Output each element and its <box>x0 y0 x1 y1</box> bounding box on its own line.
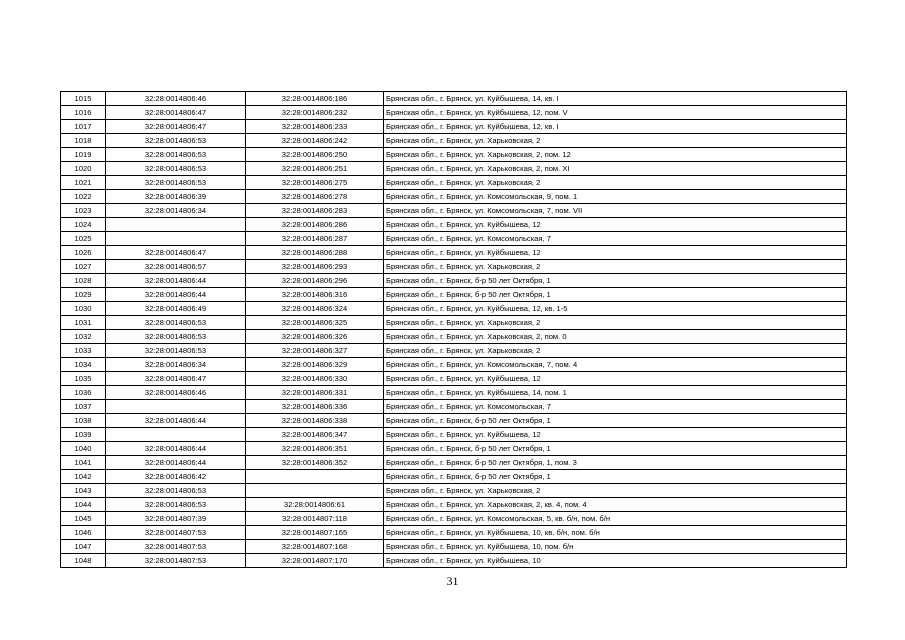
row-number-cell: 1022 <box>61 190 106 204</box>
building-cadastral-number-cell: 32:28:0014806:53 <box>106 316 246 330</box>
building-cadastral-number-cell: 32:28:0014806:44 <box>106 456 246 470</box>
row-number-cell: 1044 <box>61 498 106 512</box>
address-cell: Брянская обл., г. Брянск, ул. Куйбышева, 10, кв. б/н, пом. б/н <box>384 526 847 540</box>
row-number-cell: 1035 <box>61 372 106 386</box>
table-row <box>61 540 847 554</box>
table-row <box>61 456 847 470</box>
row-number-cell: 1043 <box>61 484 106 498</box>
row-number-cell: 1029 <box>61 288 106 302</box>
unit-cadastral-number-cell: 32:28:0014806:288 <box>246 246 384 260</box>
table-row <box>61 316 847 330</box>
unit-cadastral-number-cell <box>246 484 384 498</box>
unit-cadastral-number-cell: 32:28:0014806:242 <box>246 134 384 148</box>
row-number-cell: 1048 <box>61 554 106 568</box>
unit-cadastral-number-cell: 32:28:0014807:165 <box>246 526 384 540</box>
unit-cadastral-number-cell: 32:28:0014806:232 <box>246 106 384 120</box>
unit-cadastral-number-cell: 32:28:0014806:233 <box>246 120 384 134</box>
address-cell: Брянская обл., г. Брянск, ул. Комсомольская, 7, пом. 4 <box>384 358 847 372</box>
building-cadastral-number-cell: 32:28:0014806:53 <box>106 176 246 190</box>
address-cell: Брянская обл., г. Брянск, ул. Куйбышева, 10, пом. б/н <box>384 540 847 554</box>
unit-cadastral-number-cell: 32:28:0014806:316 <box>246 288 384 302</box>
page-number: 31 <box>446 574 459 588</box>
building-cadastral-number-cell: 32:28:0014806:53 <box>106 148 246 162</box>
unit-cadastral-number-cell: 32:28:0014807:118 <box>246 512 384 526</box>
unit-cadastral-number-cell: 32:28:0014806:352 <box>246 456 384 470</box>
table-row <box>61 274 847 288</box>
building-cadastral-number-cell: 32:28:0014807:53 <box>106 554 246 568</box>
unit-cadastral-number-cell: 32:28:0014806:278 <box>246 190 384 204</box>
row-number-cell: 1017 <box>61 120 106 134</box>
table-row <box>61 176 847 190</box>
building-cadastral-number-cell: 32:28:0014806:46 <box>106 92 246 106</box>
table-row <box>61 162 847 176</box>
table-row <box>61 204 847 218</box>
row-number-cell: 1016 <box>61 106 106 120</box>
building-cadastral-number-cell <box>106 428 246 442</box>
building-cadastral-number-cell <box>106 400 246 414</box>
address-cell: Брянская обл., г. Брянск, ул. Куйбышева, 12 <box>384 246 847 260</box>
unit-cadastral-number-cell <box>246 470 384 484</box>
table-row <box>61 428 847 442</box>
table-row <box>61 498 847 512</box>
row-number-cell: 1030 <box>61 302 106 316</box>
row-number-cell: 1027 <box>61 260 106 274</box>
address-cell: Брянская обл., г. Брянск, ул. Комсомольская, 9, пом. 1 <box>384 190 847 204</box>
table-row <box>61 358 847 372</box>
row-number-cell: 1018 <box>61 134 106 148</box>
building-cadastral-number-cell: 32:28:0014807:39 <box>106 512 246 526</box>
unit-cadastral-number-cell: 32:28:0014806:329 <box>246 358 384 372</box>
building-cadastral-number-cell: 32:28:0014806:34 <box>106 204 246 218</box>
row-number-cell: 1032 <box>61 330 106 344</box>
cadastral-table <box>60 91 847 568</box>
table-row <box>61 484 847 498</box>
building-cadastral-number-cell: 32:28:0014806:47 <box>106 106 246 120</box>
building-cadastral-number-cell: 32:28:0014806:44 <box>106 274 246 288</box>
building-cadastral-number-cell: 32:28:0014807:53 <box>106 526 246 540</box>
building-cadastral-number-cell: 32:28:0014807:53 <box>106 540 246 554</box>
unit-cadastral-number-cell: 32:28:0014807:170 <box>246 554 384 568</box>
address-cell: Брянская обл., г. Брянск, ул. Комсомольская, 7 <box>384 400 847 414</box>
address-cell: Брянская обл., г. Брянск, ул. Харьковская, 2 <box>384 176 847 190</box>
table-row <box>61 92 847 106</box>
table-row <box>61 386 847 400</box>
building-cadastral-number-cell: 32:28:0014806:53 <box>106 344 246 358</box>
row-number-cell: 1036 <box>61 386 106 400</box>
unit-cadastral-number-cell: 32:28:0014806:250 <box>246 148 384 162</box>
row-number-cell: 1045 <box>61 512 106 526</box>
building-cadastral-number-cell: 32:28:0014806:47 <box>106 372 246 386</box>
address-cell: Брянская обл., г. Брянск, б-р 50 лет Октября, 1 <box>384 274 847 288</box>
address-cell: Брянская обл., г. Брянск, ул. Харьковская, 2, кв. 4, пом. 4 <box>384 498 847 512</box>
unit-cadastral-number-cell: 32:28:0014806:275 <box>246 176 384 190</box>
row-number-cell: 1038 <box>61 414 106 428</box>
address-cell: Брянская обл., г. Брянск, ул. Комсомольская, 7 <box>384 232 847 246</box>
address-cell: Брянская обл., г. Брянск, ул. Куйбышева, 10 <box>384 554 847 568</box>
address-cell: Брянская обл., г. Брянск, ул. Харьковская, 2 <box>384 484 847 498</box>
row-number-cell: 1015 <box>61 92 106 106</box>
address-cell: Брянская обл., г. Брянск, ул. Комсомольская, 5, кв. б/н, пом. б/н <box>384 512 847 526</box>
unit-cadastral-number-cell: 32:28:0014806:338 <box>246 414 384 428</box>
row-number-cell: 1025 <box>61 232 106 246</box>
table-row <box>61 218 847 232</box>
table-row <box>61 260 847 274</box>
unit-cadastral-number-cell: 32:28:0014806:326 <box>246 330 384 344</box>
unit-cadastral-number-cell: 32:28:0014806:331 <box>246 386 384 400</box>
unit-cadastral-number-cell: 32:28:0014806:347 <box>246 428 384 442</box>
address-cell: Брянская обл., г. Брянск, ул. Куйбышева, 12, кв. I <box>384 120 847 134</box>
table-row <box>61 106 847 120</box>
address-cell: Брянская обл., г. Брянск, ул. Харьковская, 2 <box>384 316 847 330</box>
building-cadastral-number-cell: 32:28:0014806:44 <box>106 288 246 302</box>
row-number-cell: 1039 <box>61 428 106 442</box>
row-number-cell: 1021 <box>61 176 106 190</box>
row-number-cell: 1023 <box>61 204 106 218</box>
table-row <box>61 414 847 428</box>
table-row <box>61 442 847 456</box>
table-row <box>61 554 847 568</box>
unit-cadastral-number-cell: 32:28:0014806:287 <box>246 232 384 246</box>
row-number-cell: 1037 <box>61 400 106 414</box>
address-cell: Брянская обл., г. Брянск, ул. Комсомольская, 7, пом. VII <box>384 204 847 218</box>
address-cell: Брянская обл., г. Брянск, ул. Куйбышева, 12 <box>384 372 847 386</box>
building-cadastral-number-cell: 32:28:0014806:57 <box>106 260 246 274</box>
unit-cadastral-number-cell: 32:28:0014806:186 <box>246 92 384 106</box>
building-cadastral-number-cell: 32:28:0014806:53 <box>106 162 246 176</box>
unit-cadastral-number-cell: 32:28:0014806:293 <box>246 260 384 274</box>
table-row <box>61 400 847 414</box>
address-cell: Брянская обл., г. Брянск, б-р 50 лет Октября, 1 <box>384 414 847 428</box>
table-row <box>61 148 847 162</box>
row-number-cell: 1040 <box>61 442 106 456</box>
address-cell: Брянская обл., г. Брянск, ул. Куйбышева, 14, кв. I <box>384 92 847 106</box>
building-cadastral-number-cell: 32:28:0014806:39 <box>106 190 246 204</box>
building-cadastral-number-cell: 32:28:0014806:53 <box>106 330 246 344</box>
row-number-cell: 1042 <box>61 470 106 484</box>
building-cadastral-number-cell: 32:28:0014806:46 <box>106 386 246 400</box>
address-cell: Брянская обл., г. Брянск, ул. Харьковская, 2, пом. 0 <box>384 330 847 344</box>
row-number-cell: 1026 <box>61 246 106 260</box>
unit-cadastral-number-cell: 32:28:0014806:296 <box>246 274 384 288</box>
address-cell: Брянская обл., г. Брянск, б-р 50 лет Октября, 1 <box>384 470 847 484</box>
unit-cadastral-number-cell: 32:28:0014806:325 <box>246 316 384 330</box>
table-row <box>61 512 847 526</box>
address-cell: Брянская обл., г. Брянск, ул. Куйбышева, 12 <box>384 218 847 232</box>
address-cell: Брянская обл., г. Брянск, ул. Харьковская, 2, пом. XI <box>384 162 847 176</box>
building-cadastral-number-cell: 32:28:0014806:53 <box>106 484 246 498</box>
table-row <box>61 190 847 204</box>
unit-cadastral-number-cell: 32:28:0014806:336 <box>246 400 384 414</box>
address-cell: Брянская обл., г. Брянск, ул. Харьковская, 2 <box>384 134 847 148</box>
unit-cadastral-number-cell: 32:28:0014806:327 <box>246 344 384 358</box>
row-number-cell: 1041 <box>61 456 106 470</box>
unit-cadastral-number-cell: 32:28:0014806:61 <box>246 498 384 512</box>
address-cell: Брянская обл., г. Брянск, ул. Куйбышева, 14, пом. 1 <box>384 386 847 400</box>
building-cadastral-number-cell: 32:28:0014806:49 <box>106 302 246 316</box>
table-body <box>61 92 847 568</box>
row-number-cell: 1028 <box>61 274 106 288</box>
row-number-cell: 1020 <box>61 162 106 176</box>
table-row <box>61 344 847 358</box>
address-cell: Брянская обл., г. Брянск, б-р 50 лет Октября, 1 <box>384 442 847 456</box>
building-cadastral-number-cell <box>106 218 246 232</box>
building-cadastral-number-cell: 32:28:0014806:44 <box>106 414 246 428</box>
address-cell: Брянская обл., г. Брянск, ул. Куйбышева, 12, кв. 1-5 <box>384 302 847 316</box>
table-row <box>61 120 847 134</box>
unit-cadastral-number-cell: 32:28:0014806:251 <box>246 162 384 176</box>
building-cadastral-number-cell <box>106 232 246 246</box>
row-number-cell: 1024 <box>61 218 106 232</box>
table-row <box>61 134 847 148</box>
address-cell: Брянская обл., г. Брянск, ул. Харьковская, 2, пом. 12 <box>384 148 847 162</box>
building-cadastral-number-cell: 32:28:0014806:44 <box>106 442 246 456</box>
building-cadastral-number-cell: 32:28:0014806:53 <box>106 498 246 512</box>
address-cell: Брянская обл., г. Брянск, б-р 50 лет Октября, 1 <box>384 288 847 302</box>
unit-cadastral-number-cell: 32:28:0014806:283 <box>246 204 384 218</box>
unit-cadastral-number-cell: 32:28:0014806:324 <box>246 302 384 316</box>
address-cell: Брянская обл., г. Брянск, ул. Куйбышева, 12 <box>384 428 847 442</box>
address-cell: Брянская обл., г. Брянск, ул. Харьковская, 2 <box>384 344 847 358</box>
table-row <box>61 470 847 484</box>
address-cell: Брянская обл., г. Брянск, б-р 50 лет Октября, 1, пом. 3 <box>384 456 847 470</box>
unit-cadastral-number-cell: 32:28:0014806:330 <box>246 372 384 386</box>
unit-cadastral-number-cell: 32:28:0014806:286 <box>246 218 384 232</box>
table-row <box>61 246 847 260</box>
table-row <box>61 302 847 316</box>
row-number-cell: 1034 <box>61 358 106 372</box>
building-cadastral-number-cell: 32:28:0014806:47 <box>106 120 246 134</box>
row-number-cell: 1046 <box>61 526 106 540</box>
unit-cadastral-number-cell: 32:28:0014807:168 <box>246 540 384 554</box>
address-cell: Брянская обл., г. Брянск, ул. Харьковская, 2 <box>384 260 847 274</box>
row-number-cell: 1033 <box>61 344 106 358</box>
table-row <box>61 232 847 246</box>
building-cadastral-number-cell: 32:28:0014806:34 <box>106 358 246 372</box>
building-cadastral-number-cell: 32:28:0014806:53 <box>106 134 246 148</box>
row-number-cell: 1031 <box>61 316 106 330</box>
table-row <box>61 372 847 386</box>
building-cadastral-number-cell: 32:28:0014806:42 <box>106 470 246 484</box>
table-row <box>61 330 847 344</box>
building-cadastral-number-cell: 32:28:0014806:47 <box>106 246 246 260</box>
unit-cadastral-number-cell: 32:28:0014806:351 <box>246 442 384 456</box>
row-number-cell: 1019 <box>61 148 106 162</box>
table-row <box>61 288 847 302</box>
row-number-cell: 1047 <box>61 540 106 554</box>
address-cell: Брянская обл., г. Брянск, ул. Куйбышева, 12, пом. V <box>384 106 847 120</box>
table-row <box>61 526 847 540</box>
